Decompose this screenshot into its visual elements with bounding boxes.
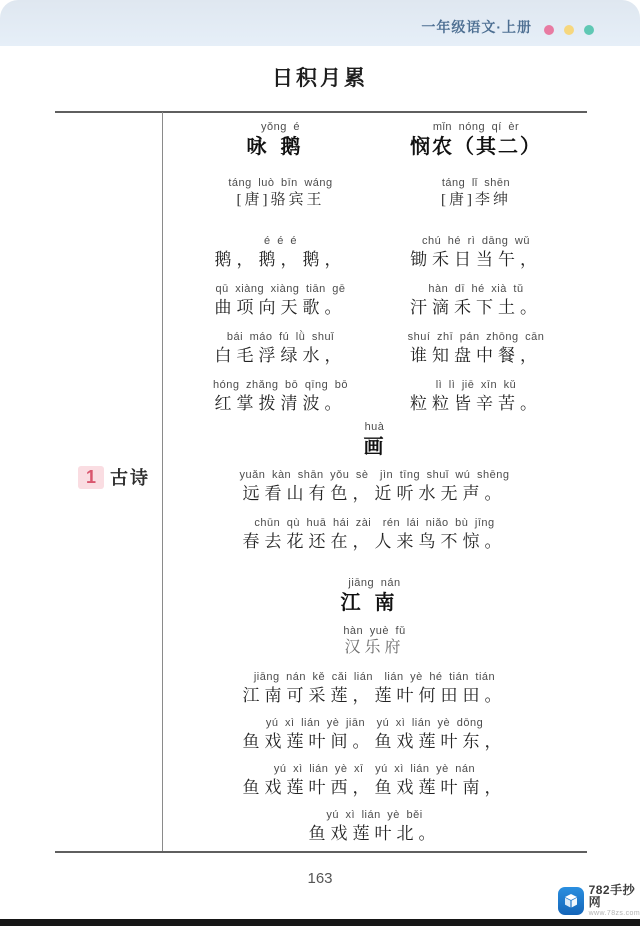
section-number-badge: 1 [78,466,104,489]
pink-dot-icon [544,25,554,35]
yellow-dot-icon [564,25,574,35]
verse-line [162,716,587,754]
verse-pinyin: yú xì lián yè jiān yú xì lián yè dōng [265,717,484,729]
verse-line [162,808,587,846]
verse-line [168,378,393,416]
table-bottom-border [55,851,587,853]
verse-pinyin: qū xiàng xiàng tiān gē [215,283,346,295]
poem-title: 悯农（其二） [410,136,542,158]
verse-pinyin: shuí zhī pán zhōng cān [407,331,545,343]
verse-line [376,378,576,416]
verse-line [168,234,393,272]
verse-pinyin: hàn dī hé xià tǔ [428,283,524,295]
poem-title-pinyin: huà [364,421,385,433]
poem-title-pinyin: yǒng é [260,121,301,133]
verse-text: 鱼戏莲叶间。鱼戏莲叶东， [242,732,507,751]
verse-text: 红掌拨清波。 [214,394,347,413]
verse-text: 曲项向天歌。 [214,298,347,317]
verse-pinyin: hóng zhǎng bō qīng bō [212,379,349,391]
verse-text: 远看山有色，近听水无声。 [242,484,507,503]
verse-line [376,234,576,272]
poem-minnong [376,112,576,416]
poem-author: [唐]李绅 [441,192,511,208]
verse-pinyin: bái máo fú lǜ shuǐ [226,331,335,343]
poem-title-hua: 画 [363,436,386,458]
section-label [78,464,150,490]
verse-text: 白毛浮绿水， [214,346,347,365]
poem-title-jiangnan: 江南 [340,592,409,614]
watermark-url: www.78zs.com [588,910,640,917]
verse-text: 谁知盘中餐， [410,346,542,365]
verse-line [376,330,576,368]
poem-author-pinyin: táng luò bīn wáng [228,177,333,189]
poem-author-pinyin: hàn yuè fǔ [343,625,406,637]
poem-title: 咏鹅 [246,136,315,158]
verse-text: 鱼戏莲叶西，鱼戏莲叶南， [242,778,507,797]
verse-text: 鹅，鹅，鹅， [214,250,347,269]
verse-pinyin: yuǎn kàn shān yǒu sè jìn tīng shuǐ wú shēng [239,469,510,481]
verse-line [162,516,587,554]
verse-text: 江南可采莲，莲叶何田田。 [242,686,507,705]
verse-pinyin: yú xì lián yè xī yú xì lián yè nán [273,763,476,775]
verse-text: 鱼戏莲叶北。 [308,824,441,843]
watermark-brand: 782手抄网 [588,883,636,909]
bottom-dark-bar [0,919,640,926]
poem-author: 汉乐府 [344,639,405,656]
poem-author-pinyin: táng lǐ shēn [441,177,511,189]
verse-line [168,282,393,320]
verse-pinyin: lì lì jiē xīn kǔ [435,379,517,391]
poem-author: [唐]骆宾王 [236,192,325,208]
verse-text: 粒粒皆辛苦。 [410,394,542,413]
poem-yonge [168,112,393,416]
cube-logo-icon [558,887,584,915]
watermark-text [589,884,640,917]
verse-line [162,670,587,708]
verse-text: 春去花还在，人来鸟不惊。 [242,532,507,551]
verse-pinyin: chūn qù huā hái zài rén lái niǎo bù jīng [254,517,495,529]
verse-pinyin: yú xì lián yè běi [326,809,423,821]
verse-line [376,282,576,320]
verse-pinyin: chú hé rì dāng wǔ [422,235,530,247]
site-watermark [558,884,640,917]
poem-title-pinyin: mǐn nóng qí èr [432,121,520,133]
centered-poems [162,416,587,846]
verse-text: 汗滴禾下土。 [410,298,542,317]
verse-pinyin: jiāng nán kě cǎi lián lián yè hé tián tián [253,671,496,683]
verse-line [162,468,587,506]
course-label: 一年级语文·上册 [421,19,532,35]
poem-title-pinyin: jiāng nán [348,577,401,589]
decorative-dots [544,25,594,37]
page-title: 日积月累 [272,67,368,90]
verse-text: 锄禾日当午， [410,250,542,269]
verse-line [168,330,393,368]
page-number: 163 [307,870,333,887]
section-name: 古诗 [110,468,150,488]
verse-line [162,762,587,800]
header-band [0,0,640,46]
verse-pinyin: é é é [264,235,297,247]
teal-dot-icon [584,25,594,35]
